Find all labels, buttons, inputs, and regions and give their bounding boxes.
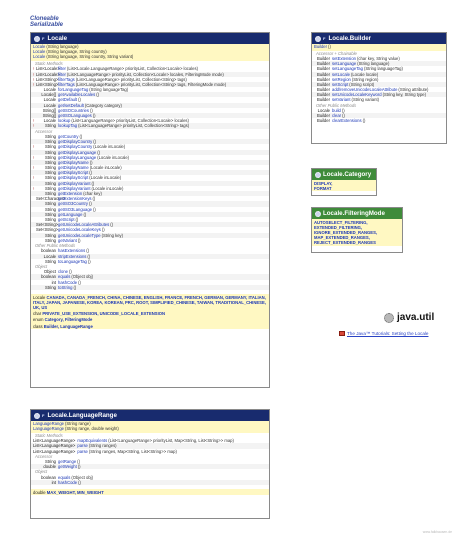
method-params: () (78, 97, 81, 103)
section-accessor-chainable: Accessor + Chainable (312, 51, 446, 56)
method-params: (String languageTag) (363, 66, 403, 72)
modifier-marker-icon: ↑ (32, 144, 35, 150)
method-return-type: double (43, 464, 56, 470)
class-gear-icon (34, 36, 40, 42)
method-name: stripExtensions (58, 253, 87, 259)
modifier-marker-icon: ↑ (32, 154, 35, 160)
method-return-type: String (45, 180, 56, 186)
method-params: () (93, 206, 96, 212)
method-return-type: String (45, 165, 56, 171)
section-other-methods: Other Public Methods (312, 103, 446, 108)
constructor-name: Locale (33, 54, 46, 60)
method-params: (Locale inLocale) (97, 154, 130, 160)
method-return-type: boolean (41, 248, 56, 254)
constructor-params: () (328, 44, 331, 49)
nested-kind: enum (33, 317, 44, 323)
constants-list[interactable]: CANADA, CANADA_FRENCH, CHINA, CHINESE, ENGLISH, FRANCE, FRENCH, GERMAN, GERMANY, ITALIAN, ITALY, JAPAN, JAPANESE, KOREA, KOREAN, PRC, ROOT, SIMPLIFIED_CHINESE, TAIWAN, TRADITIONAL_CHINESE, UK, US (33, 294, 266, 310)
locale-class-box (30, 32, 270, 388)
constructor-params: (String language, String country, String variant) (46, 54, 134, 60)
method-return-type: List<LanguageRange> (33, 443, 76, 449)
method-params: () (89, 170, 93, 176)
method-name: add/removeUnicodeLocaleAttribute (332, 87, 398, 93)
method-params: (List<LanguageRange> priorityList, Map<String, List<String>> map) (108, 438, 234, 444)
method-params: () (78, 480, 81, 486)
method-params: () (101, 227, 105, 233)
method-params: () (97, 149, 100, 155)
method-name: getUnicodeLocaleKeys (58, 227, 101, 233)
method-name: getDisplayScript (58, 170, 89, 176)
method-return-type: Builder (316, 92, 330, 98)
method-return-type: String[] (42, 113, 56, 119)
method-params: (String language) (357, 61, 390, 67)
method-name: getUnicodeLocaleAttributes (58, 222, 110, 228)
section-object: Object (31, 264, 269, 269)
method-return-type: String (45, 201, 56, 207)
category-enum-box (311, 168, 377, 196)
method-name: setUnicodeLocaleKeyword (332, 92, 382, 98)
category-constants[interactable]: DISPLAY, FORMAT (312, 180, 376, 191)
method-params: () (93, 139, 97, 145)
method-name: equals (58, 274, 71, 280)
method-name: setExtension (332, 55, 356, 61)
method-params: () (342, 113, 345, 119)
method-params: (char key) (83, 191, 102, 197)
constants-list[interactable]: MAX_WEIGHT, MIN_WEIGHT (46, 489, 104, 495)
class-gear-icon (315, 36, 321, 42)
locale-accessor-methods (31, 134, 269, 243)
constructor-name: Builder (314, 44, 328, 49)
languagerange-static-methods (31, 438, 269, 454)
modifier-marker-icon: ↑ (32, 123, 35, 129)
method-return-type: Locale (43, 253, 56, 259)
method-name: setRegion (332, 76, 351, 82)
nested-type-row (31, 323, 269, 329)
method-name: getISOCountries (58, 107, 89, 113)
method-params: (Locale locale) (350, 71, 379, 77)
method-name: getLanguage (58, 211, 83, 217)
method-params: () (89, 201, 92, 207)
method-return-type: Builder (316, 66, 330, 72)
method-return-type: String (45, 191, 56, 197)
method-params: (Object obj) (71, 474, 93, 480)
method-params: () (92, 113, 96, 119)
method-name: getDisplayLanguage (58, 154, 97, 160)
method-return-type: String (45, 170, 56, 176)
category-enum-header[interactable] (312, 169, 376, 180)
method-return-type: String (45, 175, 56, 181)
method-name: getUnicodeLocaleType (58, 232, 101, 238)
method-params: (List<LanguageRange> priorityList, Collection<Locale> locales) (71, 118, 189, 124)
method-name: clear (332, 113, 342, 119)
method-row[interactable] (31, 480, 269, 485)
method-params: () (77, 464, 81, 470)
method-name: clone (58, 269, 69, 275)
method-return-type: List<LanguageRange> (33, 438, 76, 444)
method-return-type: Locale (317, 108, 330, 114)
method-name: setLanguageTag (332, 66, 363, 72)
method-name: getDisplayLanguage (58, 149, 97, 155)
method-params: () (78, 279, 81, 285)
method-params: (char key, String value) (356, 55, 400, 61)
method-name: get/setDefault (58, 102, 84, 108)
method-params: () (87, 258, 91, 264)
package-name: java.util (397, 312, 435, 323)
method-params: (String ranges) (88, 443, 117, 449)
category-enum-title: Locale.Category (323, 171, 372, 178)
method-name: forLanguageTag (58, 87, 89, 93)
method-name: hasExtensions (58, 248, 86, 254)
nested-kind: class (33, 323, 43, 329)
method-name: getISO3Language (58, 206, 92, 212)
method-params: (Locale inLocale) (89, 165, 122, 171)
method-params: (Locale inLocale) (93, 144, 126, 150)
method-return-type: String (45, 154, 56, 160)
method-return-type: Locale[] (41, 92, 56, 98)
method-name: getDisplayVariant (58, 185, 91, 191)
method-name: setScript (332, 81, 349, 87)
method-params: () (69, 269, 72, 275)
modifier-marker-icon: ↑ (32, 71, 35, 77)
method-name: getDisplayVariant (58, 180, 91, 186)
section-accessor: Accessor (31, 454, 269, 459)
method-return-type: Set<Character> (36, 196, 66, 202)
method-return-type: Set<String> (36, 222, 59, 228)
interface-serializable[interactable]: Serializable (30, 22, 64, 28)
method-params: (String languageTag) (89, 87, 129, 93)
method-params: () (91, 180, 95, 186)
interface-cloneable[interactable]: Cloneable (30, 16, 59, 22)
method-name: getRange (58, 459, 77, 465)
method-return-type: Builder (316, 113, 330, 119)
section-other-methods: Other Public Methods (31, 243, 269, 248)
builder-other-methods (312, 108, 446, 124)
method-params: () (87, 253, 91, 259)
method-return-type: Builder (316, 97, 330, 103)
method-name: filter (58, 71, 66, 77)
method-return-type: String (45, 159, 56, 165)
method-params: () (86, 248, 90, 254)
method-return-type: int (51, 279, 56, 285)
method-return-type: String (45, 284, 56, 290)
method-return-type: List<String> (36, 76, 59, 82)
filteringmode-constants[interactable]: AUTOSELECT_FILTERING, EXTENDED_FILTERING, IGNORE_EXTENDED_RANGES, MAP_EXTENDED_RANGES, REJECT_EXTENDED_RANGES (312, 219, 402, 246)
method-return-type: boolean (41, 474, 56, 480)
method-params: (String region) (351, 76, 379, 82)
method-name: getDisplayCountry (58, 139, 93, 145)
method-name: filterTags (58, 76, 75, 82)
enum-gear-icon (315, 172, 321, 178)
method-name: clearExtensions (332, 118, 362, 124)
method-params: () (75, 216, 79, 222)
method-name: getDisplayScript (58, 175, 89, 181)
method-params: () (77, 459, 80, 465)
languagerange-object-methods (31, 475, 269, 485)
method-return-type: String (45, 149, 56, 155)
method-return-type: Builder (316, 61, 330, 67)
constructor-params: (String range) (64, 421, 91, 426)
method-name: hashCode (58, 279, 78, 285)
method-return-type: Builder (316, 87, 330, 93)
method-params: (String script) (349, 81, 375, 87)
method-params: () (110, 222, 114, 228)
builder-class-title: Locale.Builder (328, 35, 372, 42)
locale-other-methods (31, 248, 269, 264)
method-params: (String key, String type) (382, 92, 427, 98)
nested-type-names[interactable]: Category, FilteringMode (44, 317, 93, 323)
method-row[interactable] (31, 285, 269, 290)
method-return-type: String (45, 237, 56, 243)
method-return-type: Builder (316, 55, 330, 61)
method-params: (Category category) (84, 102, 122, 108)
method-return-type: Builder (316, 71, 330, 77)
method-params: (String variant) (351, 97, 380, 103)
method-params: () (96, 92, 99, 98)
method-return-type: Locale (43, 118, 56, 124)
method-return-type: Builder (316, 118, 330, 124)
method-name: filter (58, 66, 66, 72)
method-name: mapEquivalents (77, 438, 108, 444)
method-params: () (89, 107, 93, 113)
builder-class-header[interactable] (312, 33, 446, 44)
method-params: () (362, 118, 366, 124)
method-params: (String key) (101, 232, 124, 238)
method-return-type: List<String> (36, 81, 59, 87)
modifier-marker-icon: ↑ (32, 81, 35, 87)
languagerange-class-header[interactable] (31, 410, 269, 421)
method-return-type: String (45, 232, 56, 238)
locale-object-methods (31, 269, 269, 290)
method-name: setLanguage (332, 61, 357, 67)
method-return-type: String[] (42, 107, 56, 113)
final-marker-icon: F (42, 413, 45, 418)
package-gear-icon (384, 313, 394, 323)
method-return-type: Object (43, 269, 56, 275)
char-constants-list[interactable]: PRIVATE_USE_EXTENSION, UNICODE_LOCALE_EXTENSION (42, 311, 166, 317)
constructor-name: LanguageRange (33, 426, 64, 432)
method-params: () (89, 159, 93, 165)
modifier-marker-icon: ↑ (32, 66, 35, 72)
method-params: (List<LanguageRange> priorityList, Collection<Locale> locales, FilteringMode mode) (66, 71, 224, 77)
modifier-marker-icon: ↑ (32, 118, 35, 124)
method-return-type: String (45, 139, 56, 145)
method-name: getScript (58, 216, 75, 222)
method-name: getVariant (58, 237, 77, 243)
constructor-name: Locale (33, 44, 46, 49)
method-name: getExtensionKeys (58, 196, 92, 202)
tutorial-icon (339, 331, 345, 336)
languagerange-class-box (30, 409, 270, 519)
constructor-name: Locale (33, 49, 46, 55)
method-name: getISO3Country (58, 201, 89, 207)
method-return-type: String (45, 211, 56, 217)
method-return-type: String (45, 459, 56, 465)
section-accessor: Accessor (31, 129, 269, 134)
method-name: getDisplayName (58, 165, 89, 171)
languagerange-constants (31, 489, 269, 495)
method-name: lookupTag (58, 123, 78, 129)
constants-type: Locale (33, 294, 46, 300)
method-params: (Locale inLocale) (91, 185, 124, 191)
tutorial-link[interactable]: The Java™ Tutorials: Setting the Locale (347, 331, 429, 336)
filteringmode-enum-title: Locale.FilteringMode (323, 210, 385, 217)
method-params: () (92, 196, 96, 202)
char-constants-type: char (33, 311, 42, 317)
languagerange-constructors (31, 421, 269, 431)
method-return-type: Set<String> (36, 227, 59, 233)
builder-methods (312, 56, 446, 103)
constructor-params: (String language) (46, 44, 79, 49)
method-params: () (79, 133, 83, 139)
method-return-type: Builder (316, 81, 330, 87)
nested-type-names[interactable]: Builder, LanguageRange (43, 323, 93, 329)
filteringmode-enum-header[interactable] (312, 208, 402, 219)
method-name: getAvailableLocales (58, 92, 96, 98)
method-return-type: String (45, 216, 56, 222)
method-name: getExtension (58, 191, 83, 197)
final-marker-icon: F (323, 36, 326, 41)
method-params: (String attribute) (398, 87, 429, 93)
method-return-type: Builder (316, 76, 330, 82)
tutorial-link-row (339, 331, 428, 336)
constructor-name: LanguageRange (33, 421, 64, 426)
modifier-marker-icon: ↑ (32, 185, 35, 191)
method-params: (List<LanguageRange> priorityList, Collection<String> tags, FilteringMode mode) (75, 81, 227, 87)
method-return-type: String (45, 144, 56, 150)
modifier-marker-icon: ↑ (32, 175, 35, 181)
method-name: hashCode (58, 480, 78, 486)
method-return-type: List<Locale> (36, 66, 60, 72)
method-params: () (77, 237, 81, 243)
languagerange-class-title: Locale.LanguageRange (47, 412, 117, 419)
locale-constructors (31, 44, 269, 60)
credit-text: www.falkhausen.de (422, 530, 452, 534)
method-params: (String ranges, Map<String, List<String>> map) (88, 448, 177, 454)
method-name: getWeight (58, 464, 77, 470)
locale-class-header[interactable] (31, 33, 269, 44)
enum-gear-icon (315, 211, 321, 217)
final-marker-icon: F (42, 36, 45, 41)
class-gear-icon (34, 413, 40, 419)
nested-types (31, 317, 269, 329)
method-return-type: Locale (43, 97, 56, 103)
locale-class-title: Locale (47, 35, 68, 42)
method-name: filterTags (58, 81, 75, 87)
modifier-marker-icon: ↑ (32, 165, 35, 171)
method-name: setVariant (332, 97, 351, 103)
method-params: (List<Locale.LanguageRange> priorityList, Collection<Locale> locales) (66, 66, 198, 72)
method-params: (Locale inLocale) (89, 175, 122, 181)
method-name: setLocale (332, 71, 350, 77)
method-return-type: Locale (43, 102, 56, 108)
locale-static-methods (31, 66, 269, 128)
method-name: lookup (58, 118, 71, 124)
method-return-type: String (45, 258, 56, 264)
constants-type: double (33, 489, 46, 495)
method-return-type: String (45, 123, 56, 129)
method-return-type: List<Locale> (36, 71, 60, 77)
method-params: (Object obj) (71, 274, 93, 280)
method-name: getISOLanguages (58, 113, 92, 119)
method-name: build (332, 108, 341, 114)
method-name: toLanguageTag (58, 258, 87, 264)
method-name: getDisplayCountry (58, 144, 93, 150)
method-params: () (73, 284, 77, 290)
method-return-type: String (45, 185, 56, 191)
languagerange-accessor-methods (31, 459, 269, 469)
method-name: getDisplayName (58, 159, 89, 165)
method-name: getCountry (58, 133, 79, 139)
method-name: toString (58, 284, 73, 290)
modifier-marker-icon: ↑ (32, 76, 35, 82)
method-name: equals (58, 474, 71, 480)
method-return-type: int (51, 480, 56, 486)
method-return-type: String (45, 133, 56, 139)
method-row[interactable] (312, 118, 446, 123)
section-static-methods: Static Methods (31, 433, 269, 438)
section-object: Object (31, 469, 269, 474)
method-params: (List<LanguageRange> priorityList, Collection<String> tags) (78, 123, 190, 129)
method-name: parse (77, 448, 88, 454)
method-params: () (341, 108, 345, 114)
filteringmode-enum-box (311, 207, 403, 253)
constructor-params: (String language, String country) (46, 49, 107, 55)
method-return-type: boolean (41, 274, 56, 280)
section-static-methods: Static Methods (31, 61, 269, 66)
builder-class-box (311, 32, 447, 144)
method-name: getDefault (58, 97, 78, 103)
method-return-type: List<LanguageRange> (33, 448, 76, 454)
method-params: (List<LanguageRange> priorityList, Collection<String> tags) (75, 76, 187, 82)
method-return-type: String (45, 206, 56, 212)
package-label (384, 312, 434, 324)
method-return-type: Locale (43, 87, 56, 93)
method-params: () (83, 211, 87, 217)
constructor-params: (String range, double weight) (64, 426, 119, 432)
locale-constants (31, 294, 269, 311)
method-name: parse (77, 443, 88, 449)
